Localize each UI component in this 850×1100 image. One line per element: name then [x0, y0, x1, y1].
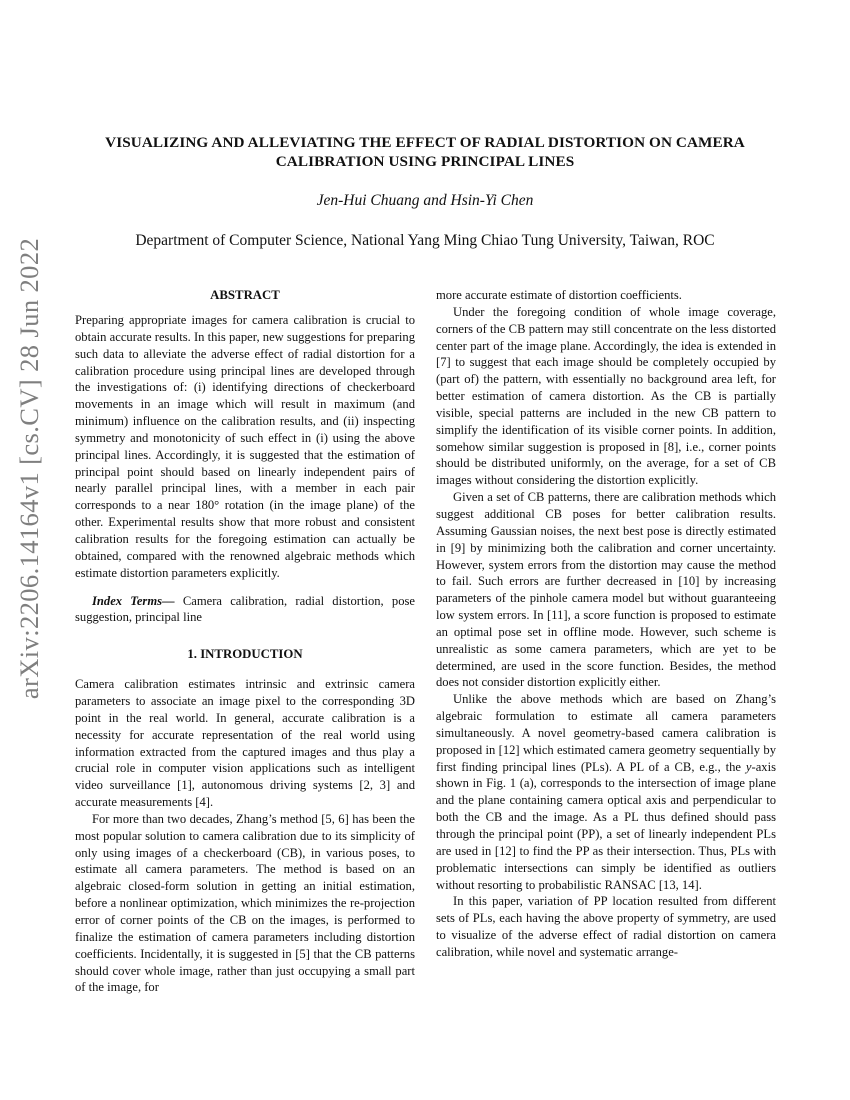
- right-paragraph-1: Under the foregoing condition of whole image coverage, corners of the CB pattern may still concentrate on the less distorted center part of the image plane. Accordingly, the idea is extended in [7] to suggest that each image should be completely occupied by (part of) the pattern, with essentially no background area left, for better estimation of camera distortion. As the CB is partially visible, special patterns are included in the new CB pattern to simplify the identification of its visible corner points. In addition, somehow similar suggestion is proposed in [8], i.e., corner points should be distributed uniformly, on the average, for a set of CB images without considering the distortion explicitly.: [436, 304, 776, 488]
- index-terms: [75, 593, 415, 627]
- right-paragraph-0: more accurate estimate of distortion coefficients.: [436, 288, 682, 302]
- arxiv-stamp-text: arXiv:2206.14164v1 [cs.CV] 28 Jun 2022: [14, 237, 45, 699]
- abstract-heading: ABSTRACT: [210, 288, 280, 302]
- right-column: [436, 287, 776, 961]
- abstract-text: Preparing appropriate images for camera calibration is crucial to obtain accurate results. In this paper, new suggestions for preparing such data to alleviate the adverse effect of radial distortion for a calibration procedure using principal lines are developed through the investigations of: (i) identifying directions of checkerboard movements in an image which will result in maximum (and minimum) influence on the calibration results, and (ii) inspecting symmetry and monotonicity of such effect in (i) using the above principal lines. Accordingly, it is suggested that the estimation of principal point should based on linearly independent pairs of nearly parallel principal lines, with a member in each pair corresponds to a near 180° rotation (in the image plane) of the other. Experimental results show that more robust and consistent calibration results for the foregoing estimation can actually be obtained, compared with the renowned algebraic methods which estimate distortion parameters explicitly.: [75, 313, 415, 580]
- intro-paragraph-2: For more than two decades, Zhang’s method [5, 6] has been the most popular solution to camera calibration due to its simplicity of only using images of a checkerboard (CB), in various poses, to estimate all camera parameters. The method is based on an algebraic closed-form solution in getting an initial estimation, before a nonlinear optimization, which minimizes the re-projection error of corner points of the CB on the images, is performed to finalize the estimation of camera parameters including distortion coefficients. Incidentally, it is suggested in [5] that the CB patterns should cover whole image, rather than just occupying a small part of the image, for: [75, 811, 415, 995]
- index-terms-label: Index Terms—: [92, 593, 175, 608]
- introduction-heading: 1. INTRODUCTION: [187, 647, 303, 662]
- index-terms-text: Camera calibration, radial distortion, pose suggestion, principal line: [75, 593, 416, 625]
- left-column: [75, 287, 415, 996]
- intro-paragraph-1: Camera calibration estimates intrinsic and extrinsic camera parameters to associate an image pixel to the corresponding 3D point in the real world. In general, accurate calibration is a necessity for accurate representation of the real world using information extracted from the captured images and thus play a crucial role in computer vision applications such as intelligent video surveillance [1], autonomous driving systems [2, 3] and accurate measurements [4].: [75, 677, 415, 810]
- paper-authors: Jen-Hui Chuang and Hsin-Yi Chen: [316, 192, 534, 209]
- y-axis-variable: y: [745, 759, 752, 774]
- right-paragraph-3-part-a: Unlike the above methods which are based on Zhang’s algebraic formulation to estimate all camera parameters simultaneously. A novel geometry-based camera calibration is proposed in [12] which estimated camera geometry sequentially by first finding principal lines (PLs). A PL of a CB, e.g., the: [436, 692, 776, 774]
- right-paragraph-3: [436, 691, 776, 893]
- right-paragraph-4: In this paper, variation of PP location resulted from different sets of PLs, each having the above property of symmetry, are used to visualize of the adverse effect of radial distortion on camera calibration, while novel and systematic arrange-: [436, 894, 776, 959]
- arxiv-stamp: [8, 237, 52, 699]
- right-paragraph-2: Given a set of CB patterns, there are calibration methods which suggest additional CB poses for better calibration results. Assuming Gaussian noises, the next best pose is directly estimated in [9] by minimizing both the calibration and corner uncertainty. However, system errors from the distortion may cause the method to fail. Such errors are further decreased in [10] by increasing parameters of the pinhole camera model but without guaranteeing low system errors. In [11], a score function is proposed to estimate an optimal pose set in offline mode. However, such scheme is unrealistic as some camera parameters, which are yet to be determined, are used in the score function. Besides, the method does not consider distortion explicitly either.: [436, 490, 776, 690]
- paper-title: VISUALIZING AND ALLEVIATING THE EFFECT OF RADIAL DISTORTION ON CAMERA CALIBRATION USING PRINCIPAL LINES: [105, 134, 745, 170]
- right-paragraph-3-part-b: -axis shown in Fig. 1 (a), corresponds to the intersection of image plane and the plane containing camera optical axis and perpendicular to both the CB and the image. As a PL thus defined should pass through the principal point (PP), a set of linearly independent PLs are used in [12] to find the PP as their intersection. Thus, PLs with problematic intersections can simply be identified as outliers without resorting to probabilistic RANSAC [13, 14].: [436, 759, 776, 892]
- paper-affiliation: Department of Computer Science, National Yang Ming Chiao Tung University, Taiwan, ROC: [135, 232, 715, 249]
